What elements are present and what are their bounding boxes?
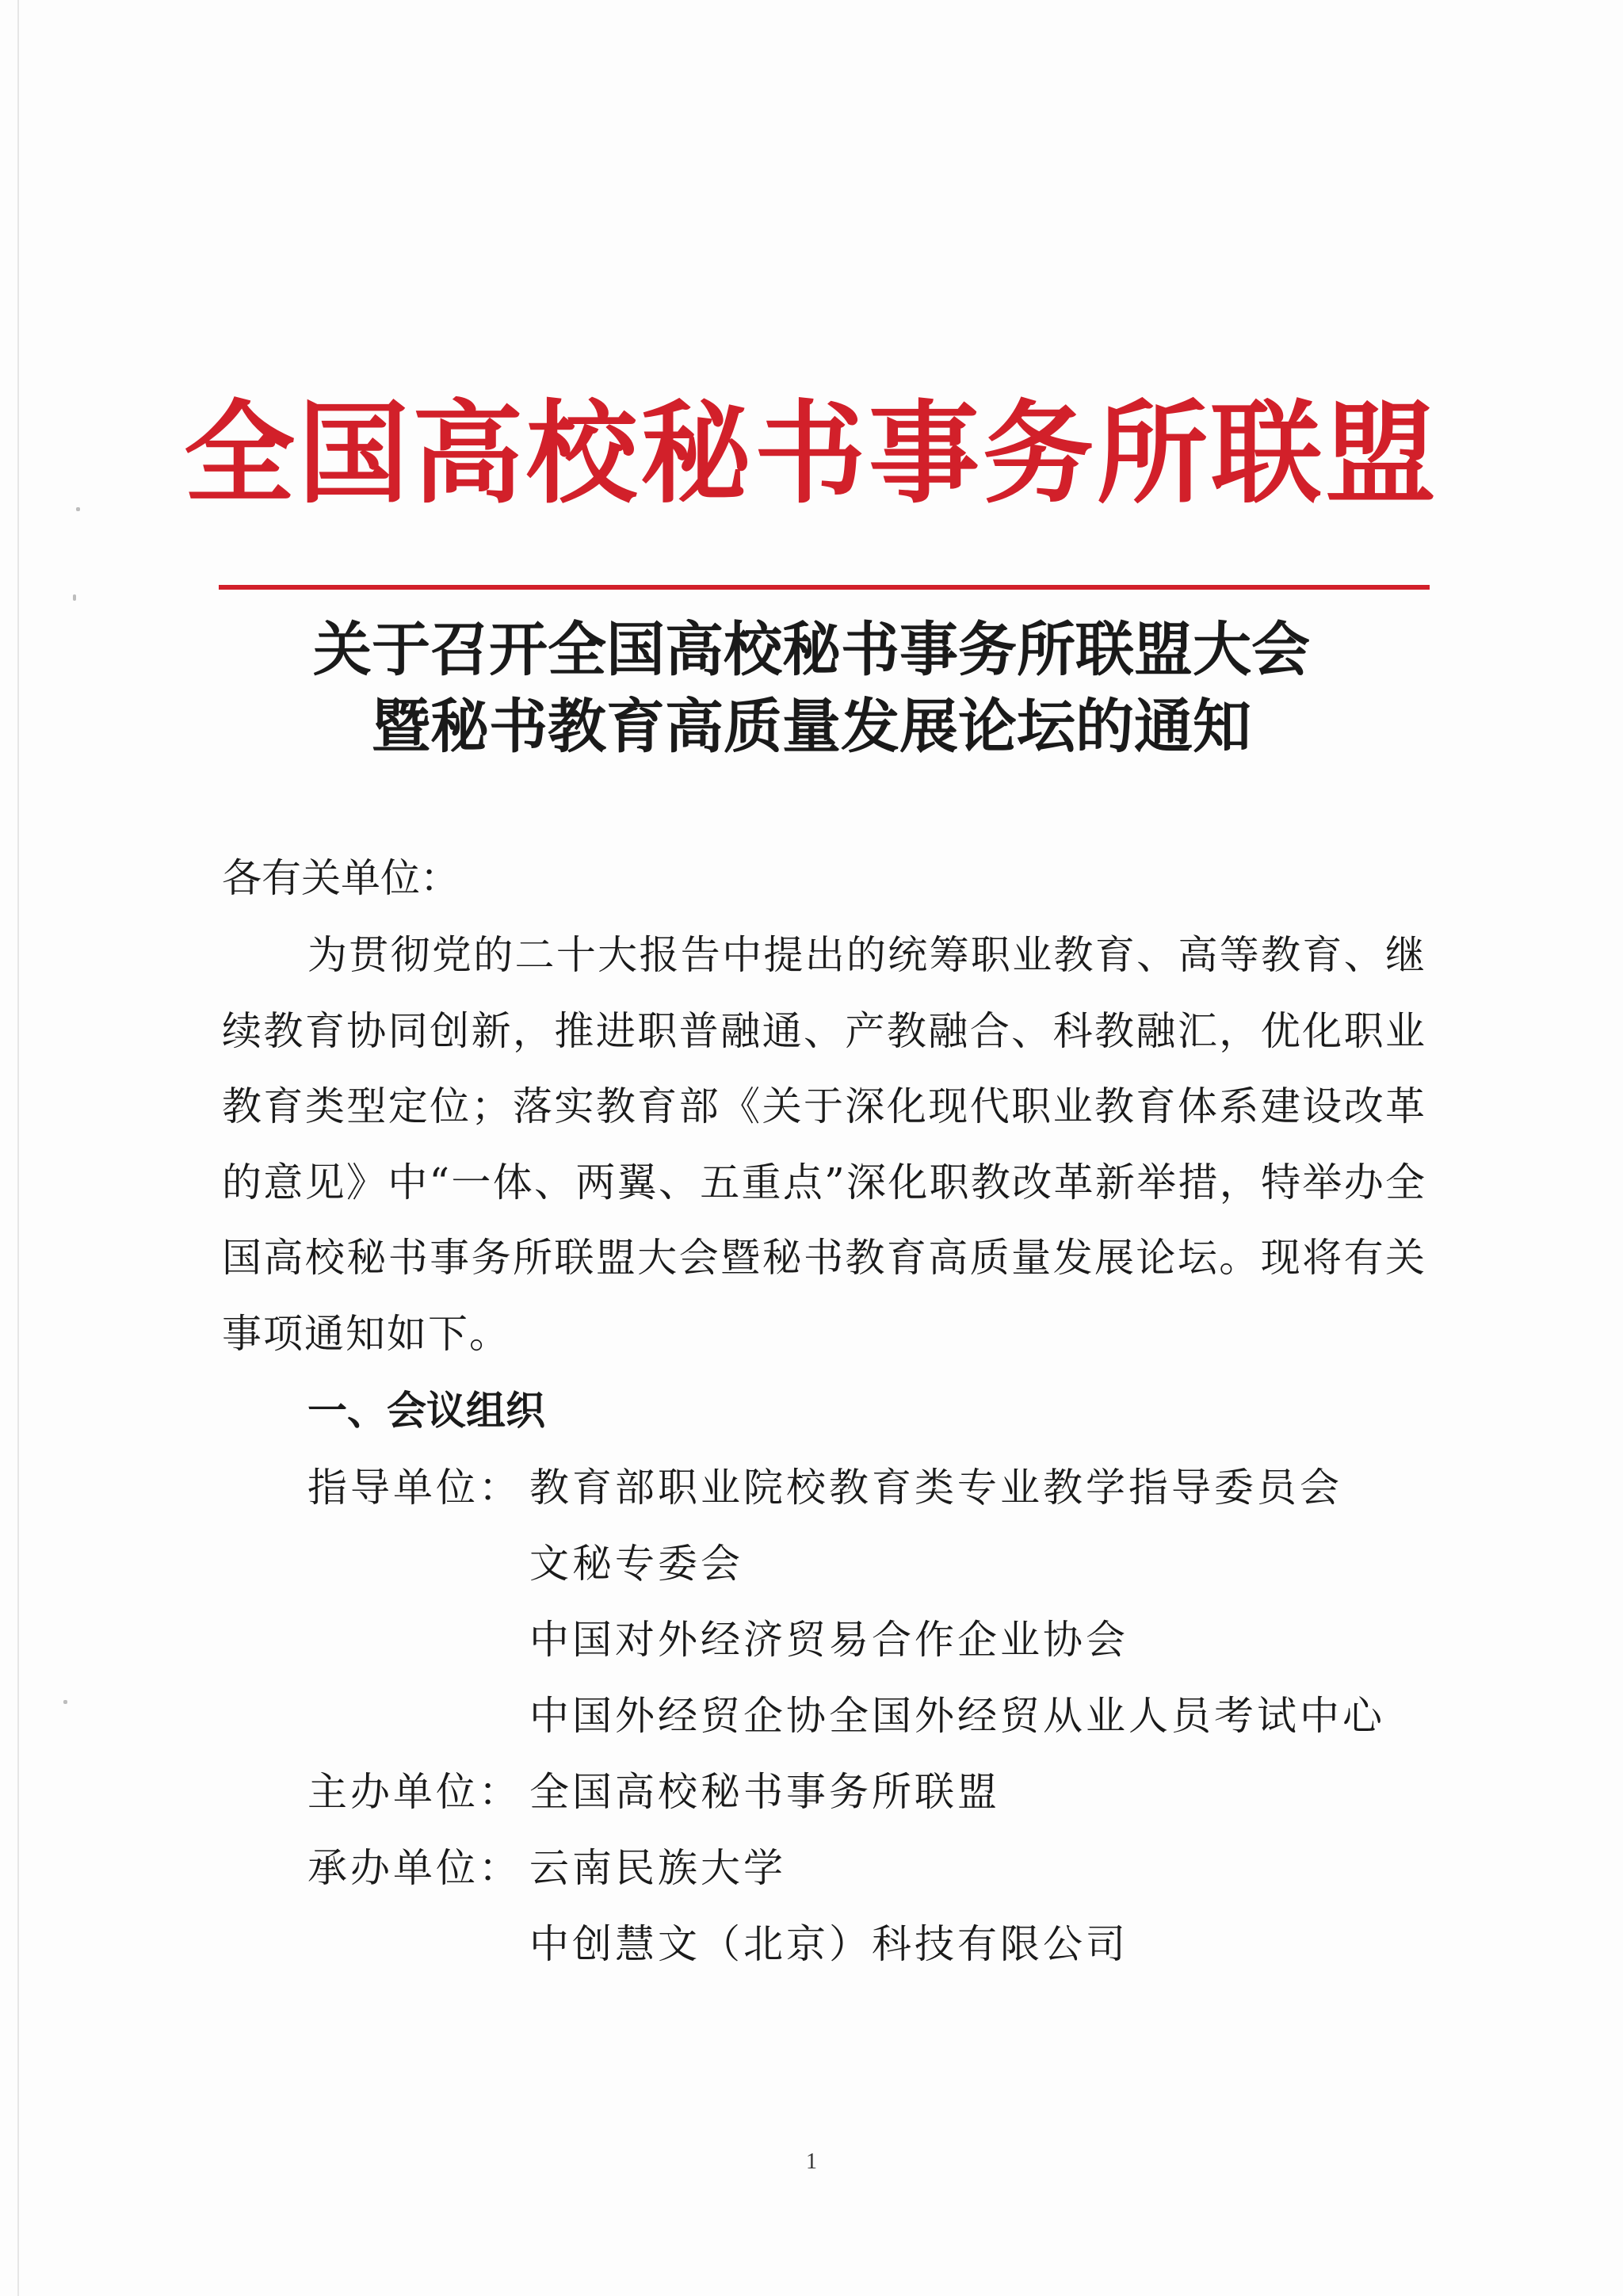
red-separator-rule xyxy=(219,585,1430,590)
organizer-unit-item: 中创慧文（北京）科技有限公司 xyxy=(529,1921,1128,1967)
organizer-unit-item: 云南民族大学 xyxy=(529,1845,786,1891)
guiding-unit-item: 中国对外经济贸易合作企业协会 xyxy=(529,1617,1128,1663)
scan-speck xyxy=(73,594,76,601)
section-heading-meeting-organization: 一、会议组织 xyxy=(307,1388,545,1434)
host-unit-item: 全国高校秘书事务所联盟 xyxy=(529,1769,1000,1815)
guiding-unit-item: 中国外经贸企协全国外经贸从业人员考试中心 xyxy=(529,1693,1385,1739)
scan-speck xyxy=(63,1700,67,1704)
salutation: 各有关单位： xyxy=(222,855,460,901)
guiding-unit-item: 教育部职业院校教育类专业教学指导委员会 xyxy=(529,1465,1342,1511)
organizer-units-label: 承办单位： xyxy=(307,1845,521,1891)
page-number: 1 xyxy=(806,2149,817,2174)
org-letterhead: 全国高校秘书事务所联盟 xyxy=(183,389,1439,519)
document-title-line-1: 关于召开全国高校秘书事务所联盟大会 xyxy=(313,616,1310,684)
page-edge-shadow xyxy=(17,0,19,2296)
body-paragraph: 为贯彻党的二十大报告中提出的统筹职业教育、高等教育、继续教育协同创新，推进职普融通、产教融合、科教融汇，优化职业教育类型定位；落实教育部《关于深化现代职业教育体系建设改革的意见》中“一体、两翼、五重点”深化职教改革新举措，特举办全国高校秘书事务所联盟大会暨秘书教育高质量发展论坛。现将有关事项通知如下。 xyxy=(222,932,1426,1357)
host-units-label: 主办单位： xyxy=(307,1769,521,1815)
guiding-units-label: 指导单位： xyxy=(307,1465,521,1511)
guiding-unit-item: 文秘专委会 xyxy=(529,1541,743,1587)
document-title-line-2: 暨秘书教育高质量发展论坛的通知 xyxy=(372,693,1251,761)
